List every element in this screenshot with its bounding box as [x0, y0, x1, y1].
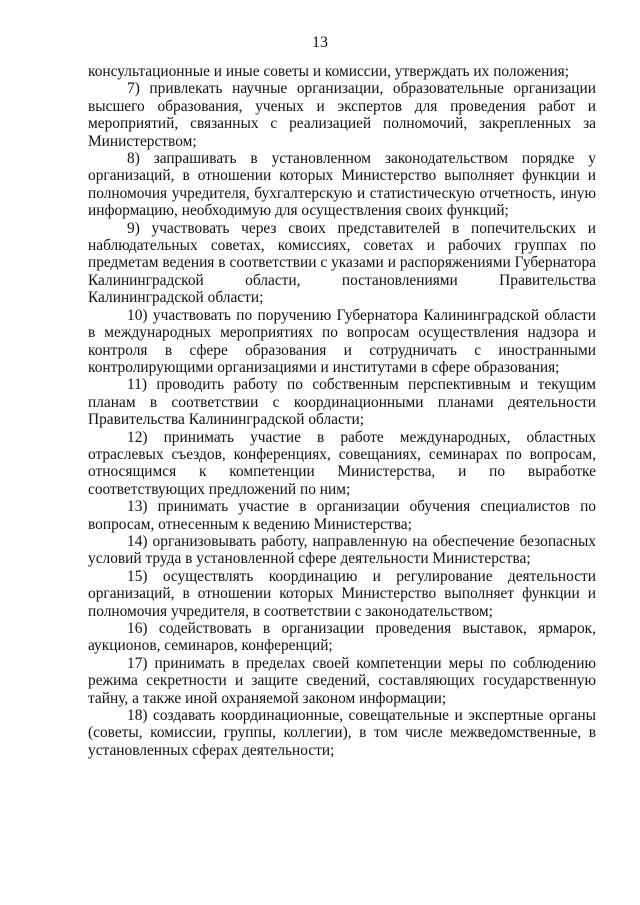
document-body [88, 63, 596, 759]
paragraph-item-8: 8) запрашивать в установленном законодательством порядке у организаций, в отношении которых Министерство выполняет функции и полномочия учредителя, бухгалтерскую и статистическую отчетность, иную информацию, необходимую для осуществления своих функций; [88, 150, 596, 220]
paragraph-item-9: 9) участвовать через своих представителей в попечительских и наблюдательных советах, комиссиях, советах и рабочих группах по предметам ведения в соответствии с указами и распоряжениями Губернатора Калининградской области, постановлениями Правительства Калининградской области; [88, 219, 596, 307]
paragraph-item-16: 16) содействовать в организации проведения выставок, ярмарок, аукционов, семинаров, конференций; [88, 620, 596, 655]
paragraph-item-11: 11) проводить работу по собственным перспективным и текущим планам в соответствии с координационными планами деятельности Правительства Калининградской области; [88, 376, 596, 429]
paragraph-continuation: консультационные и иные советы и комиссии, утверждать их положения; [88, 63, 570, 80]
paragraph-item-18: 18) создавать координационные, совещательные и экспертные органы (советы, комиссии, группы, коллегии), в том числе межведомственные, в установленных сферах деятельности; [88, 707, 596, 759]
paragraph-item-12: 12) принимать участие в работе международных, областных отраслевых съездов, конференциях, совещаниях, семинарах по вопросам, относящимся к компетенции Министерства, и по выработке соответствующих предложений по ним; [88, 428, 596, 498]
paragraph-item-10: 10) участвовать по поручению Губернатора Калининградской области в международных мероприятиях по вопросам осуществления надзора и контроля в сфере образования и сотрудничать с иностранными контролирующими организациями и институтами в сфере образования; [88, 306, 596, 376]
paragraph-item-15: 15) осуществлять координацию и регулирование деятельности организаций, в отношении которых Министерство выполняет функции и полномочия учредителя, в соответствии с законодательством; [88, 567, 596, 620]
paragraph-item-17: 17) принимать в пределах своей компетенции меры по соблюдению режима секретности и защите сведений, составляющих государственную тайну, а также иной охраняемой законом информации; [88, 654, 596, 707]
paragraph-item-7: 7) привлекать научные организации, образовательные организации высшего образования, ученых и экспертов для проведения работ и мероприятий, связанных с реализацией полномочий, закрепленных за Министерством; [88, 80, 596, 150]
paragraph-item-13: 13) принимать участие в организации обучения специалистов по вопросам, отнесенным к ведению Министерства; [88, 498, 596, 533]
page-number: 13 [312, 34, 328, 51]
paragraph-item-14: 14) организовывать работу, направленную на обеспечение безопасных условий труда в установленной сфере деятельности Министерства; [88, 532, 596, 568]
